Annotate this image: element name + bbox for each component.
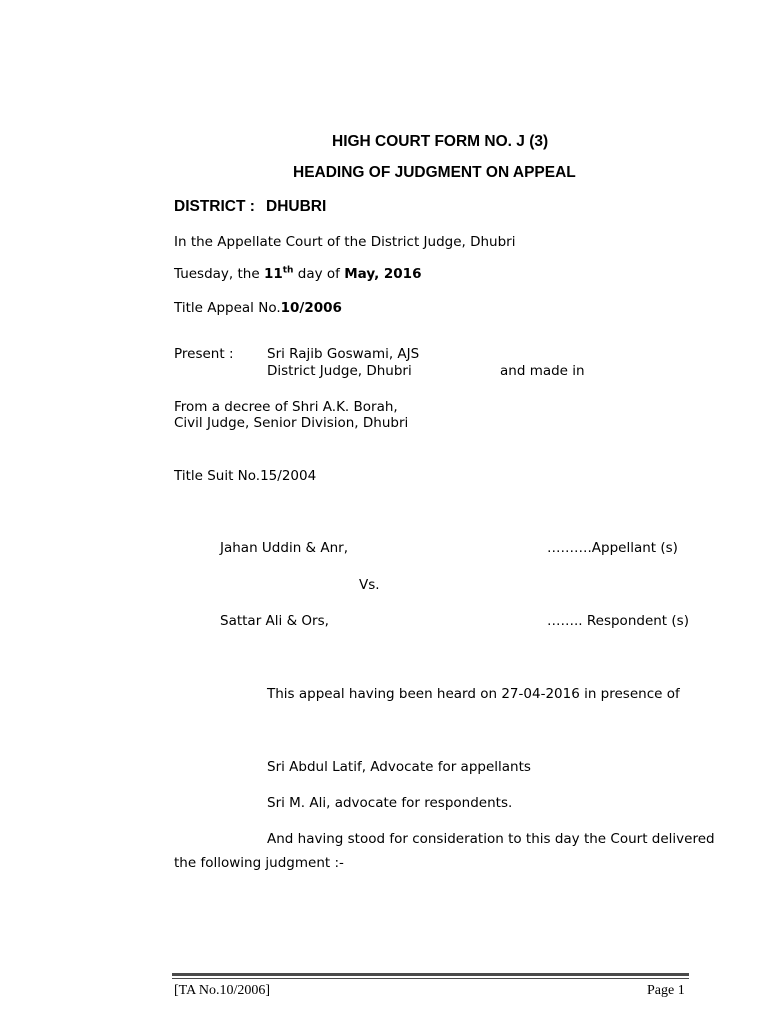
consideration-line-2: the following judgment :- — [174, 855, 344, 871]
versus-label: Vs. — [359, 577, 380, 593]
consideration-line-1: And having stood for consideration to this day the Court delivered — [267, 831, 715, 847]
present-designation: District Judge, Dhubri — [267, 363, 412, 379]
footer-case-number: [TA No.10/2006] — [174, 983, 271, 998]
form-title: HIGH COURT FORM NO. J (3) — [332, 133, 549, 150]
title-appeal — [174, 300, 342, 316]
appeal-prefix: Title Appeal No. — [174, 300, 281, 316]
advocate-appellants: Sri Abdul Latif, Advocate for appellants — [267, 759, 531, 775]
heard-line: This appeal having been heard on 27-04-2016 in presence of — [267, 686, 680, 702]
court-line: In the Appellate Court of the District Judge, Dhubri — [174, 234, 516, 250]
respondent-role: …….. Respondent (s) — [547, 613, 689, 629]
district-label: DISTRICT : — [174, 198, 255, 215]
advocate-respondents: Sri M. Ali, advocate for respondents. — [267, 795, 513, 811]
appellant-name: Jahan Uddin & Anr, — [220, 540, 348, 556]
footer-page-number: Page 1 — [647, 983, 685, 998]
decree-line-2: Civil Judge, Senior Division, Dhubri — [174, 415, 409, 431]
present-name: Sri Rajib Goswami, AJS — [267, 346, 420, 362]
date-prefix: Tuesday, the — [174, 266, 264, 282]
appeal-number: 10/2006 — [280, 300, 342, 316]
district-value: DHUBRI — [266, 198, 327, 215]
form-heading: HEADING OF JUDGMENT ON APPEAL — [293, 164, 576, 181]
present-label: Present : — [174, 346, 234, 362]
footer-rule — [172, 973, 689, 976]
made-in-text: and made in — [500, 363, 585, 379]
date-suffix: th — [282, 265, 294, 276]
footer-rule-thin — [172, 978, 689, 979]
date-month-year: May, 2016 — [344, 266, 422, 282]
appellant-role: ……….Appellant (s) — [547, 540, 678, 556]
date-day: 11 — [263, 266, 283, 282]
title-suit: Title Suit No.15/2004 — [174, 468, 317, 484]
decree-line-1: From a decree of Shri A.K. Borah, — [174, 399, 398, 415]
date-middle: day of — [293, 266, 345, 282]
respondent-name: Sattar Ali & Ors, — [220, 613, 329, 629]
judgment-date — [174, 266, 421, 282]
